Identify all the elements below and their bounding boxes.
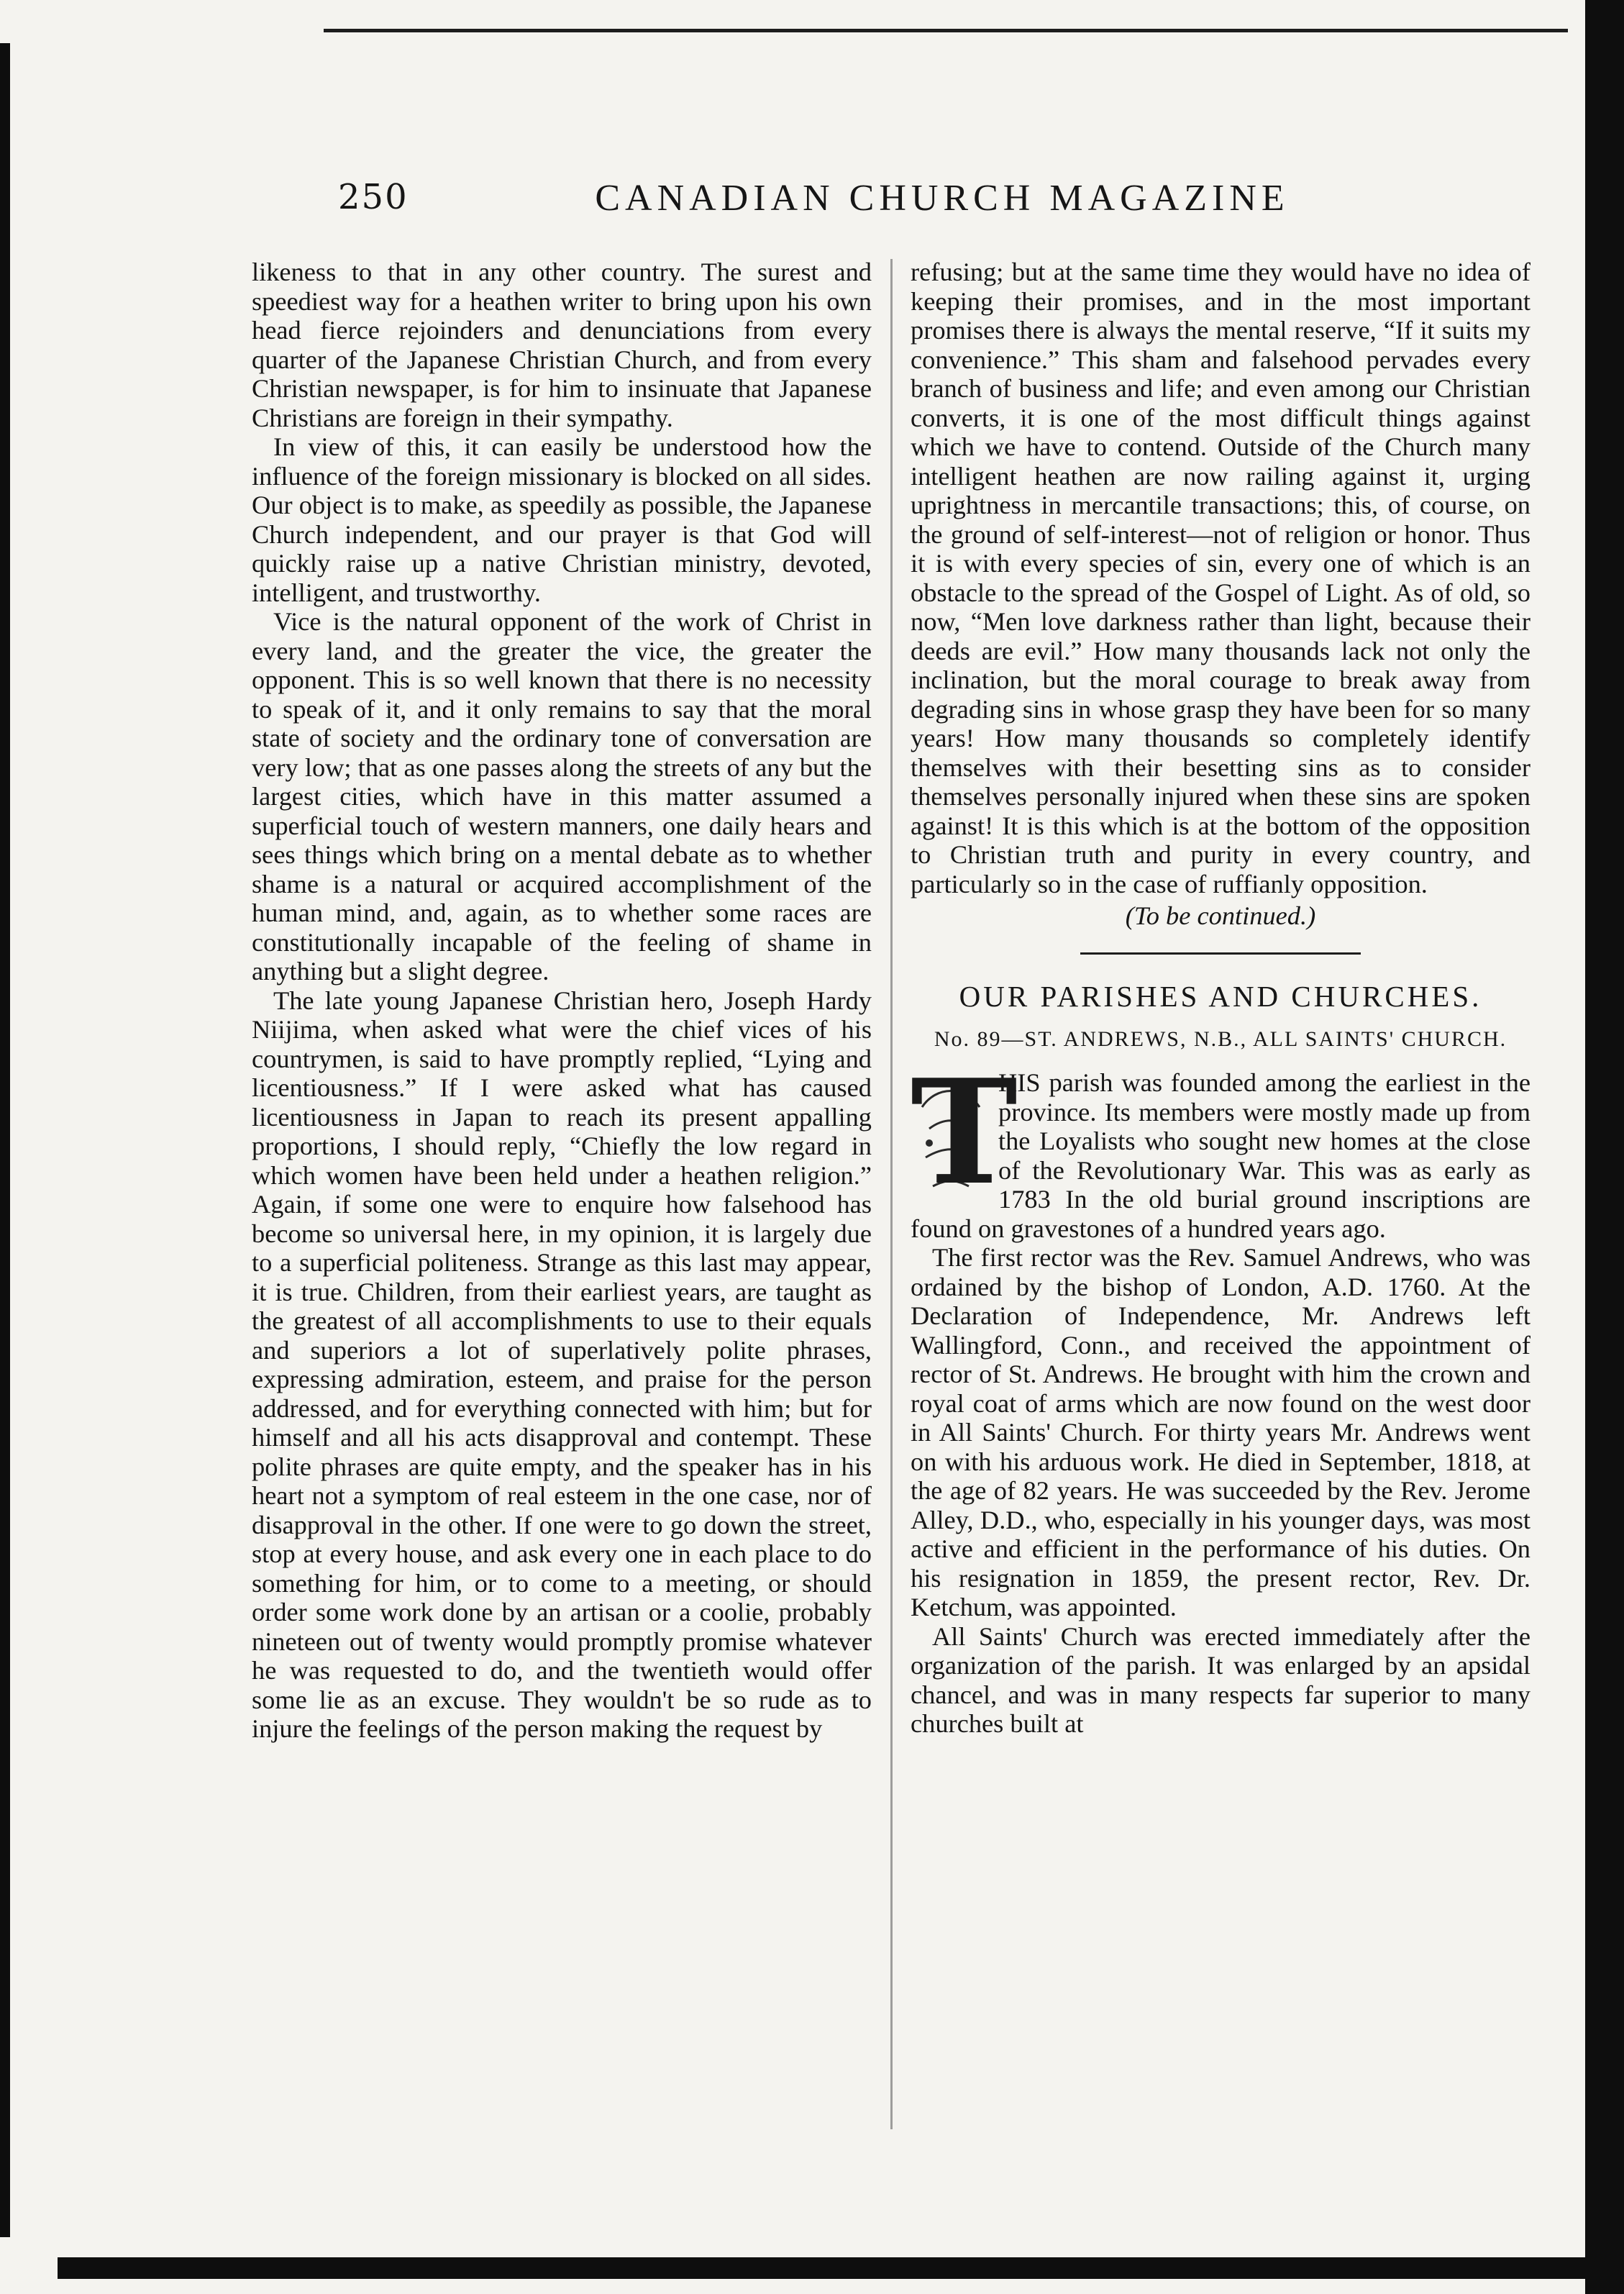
section-subtitle: No. 89—ST. ANDREWS, N.B., ALL SAINTS' CHURCH.	[934, 1027, 1507, 1051]
continued-note: (To be continued.)	[1125, 901, 1316, 930]
paragraph: The late young Japanese Christian hero, Joseph Hardy Niijima, when asked what were the chief vices of his countrymen, is said to have promptly replied, “Lying and licentiousness.” If I were asked what has caused licentiousness in Japan to reach its present appalling proportions, I should reply, “Chiefly the low regard in which women have been held under a heathen religion.” Again, if some one were to enquire how falsehood has become so universal here, in my opinion, it is largely due to a superficial politeness. Strange as this last may appear, it is true. Children, from their earliest years, are taught as the greatest of all accomplishments to use to their equals and superiors a lot of superlatively polite phrases, expressing admiration, esteem, and praise for the person addressed, and for everything connected with him; but for himself and all his acts disapproval and contempt. These polite phrases are quite empty, and the speaker has in his heart not a symptom of real esteem in the one case, nor of disapproval in the other. If one were to go down the street, stop at every house, and ask every one in each place to do something for him, or to come to a meeting, or should order some work done by an artisan or a coolie, probably nineteen out of twenty would promptly promise whatever he was requested to do, and the twentieth would offer some lie as an excuse. They wouldn't be so rude as to injure the feelings of the person making the request by	[252, 986, 872, 1743]
drop-cap	[911, 1048, 1018, 1217]
page-number: 250	[338, 177, 409, 217]
scan-edge-left	[0, 43, 10, 2237]
scan-edge-right	[1585, 0, 1624, 2294]
paragraph: The first rector was the Rev. Samuel Andrews, who was ordained by the bishop of London, A.D. 1760. At the Declaration of Independence, Mr. Andrews left Wallingford, Conn., and received the appointment of rector of St. Andrews. He brought with him the crown and royal coat of arms which are now found on the west door in All Saints' Church. For thirty years Mr. Andrews went on with his arduous work. He died in September, 1818, at the age of 82 years. He was succeeded by the Rev. Jerome Alley, D.D., who, especially in his younger days, was most active and efficient in the performance of his duties. On his resignation in 1859, the present rector, Rev. Dr. Ketchum, was appointed.	[911, 1243, 1531, 1621]
drop-cap-letter: T	[911, 1048, 1018, 1217]
bottom-rule	[58, 2257, 1604, 2279]
paragraph: HIS parish was founded among the earliest in the province. Its members were mostly made up from the Loyalists who sought new homes at the close of the Revolutionary War. This was as early as 1783 In the old burial ground inscriptions are found on gravestones of a hundred years ago.	[911, 1068, 1531, 1243]
section-divider	[1080, 952, 1361, 955]
paragraph: refusing; but at the same time they would have no idea of keeping their promises, and in the most important promises there is always the mental reserve, “If it suits my convenience.” This sham and falsehood pervades every branch of business and life; and even among our Christian converts, it is one of the most difficult things against which we have to contend. Outside of the Church many intelligent heathen are now railing against it, urging uprightness in mercantile transactions; this, of course, on the ground of self-interest—not of religion or honor. Thus it is with every species of sin, every one of which is an obstacle to the spread of the Gospel of Light. As of old, so now, “Men love darkness rather than light, because their deeds are evil.” How many thousands lack not only the inclination, but the moral courage to break away from degrading sins in whose grasp they have been for so many years! How many thousands so completely identify themselves with their besetting sins as to consider themselves personally injured when these sins are spoken against! It is this which is at the bottom of the opposition to Christian truth and purity in every country, and particularly so in the case of ruffianly opposition.	[911, 258, 1531, 898]
paragraph: likeness to that in any other country. The surest and speediest way for a heathen writer to bring upon his own head fierce rejoinders and denunciations from every quarter of the Japanese Christian Church, and from every Christian newspaper, is for him to insinuate that Japanese Christians are foreign in their sympathy.	[252, 258, 872, 432]
page-header	[338, 173, 1460, 230]
column-divider	[890, 259, 893, 2129]
paragraph: All Saints' Church was erected immediately after the organization of the parish. It was enlarged by an apsidal chancel, and was in many respects far superior to many churches built at	[911, 1621, 1531, 1738]
section-title: OUR PARISHES AND CHURCHES.	[959, 979, 1482, 1013]
paragraph: Vice is the natural opponent of the work of Christ in every land, and the greater the vice, the greater the opponent. This is so well known that there is no necessity to speak of it, and it only remains to say that the moral state of society and the ordinary tone of conversation are very low; that as one passes along the streets of any but the largest cities, which have in this matter assumed a superficial touch of western manners, one daily hears and sees things which bring on a mental debate as to whether shame is a natural or acquired accomplishment of the human mind, and, again, as to whether some races are constitutionally incapable of the feeling of shame in anything but a slight degree.	[252, 607, 872, 986]
running-title: CANADIAN CHURCH MAGAZINE	[595, 178, 1290, 219]
top-rule	[324, 29, 1568, 32]
right-column	[911, 258, 1531, 1739]
paragraph: In view of this, it can easily be understood how the influence of the foreign missionary is blocked on all sides. Our object is to make, as speedily as possible, the Japanese Church independent, and our prayer is that God will quickly raise up a native Christian ministry, devoted, intelligent, and trustworthy.	[252, 432, 872, 607]
left-column	[252, 258, 872, 1744]
